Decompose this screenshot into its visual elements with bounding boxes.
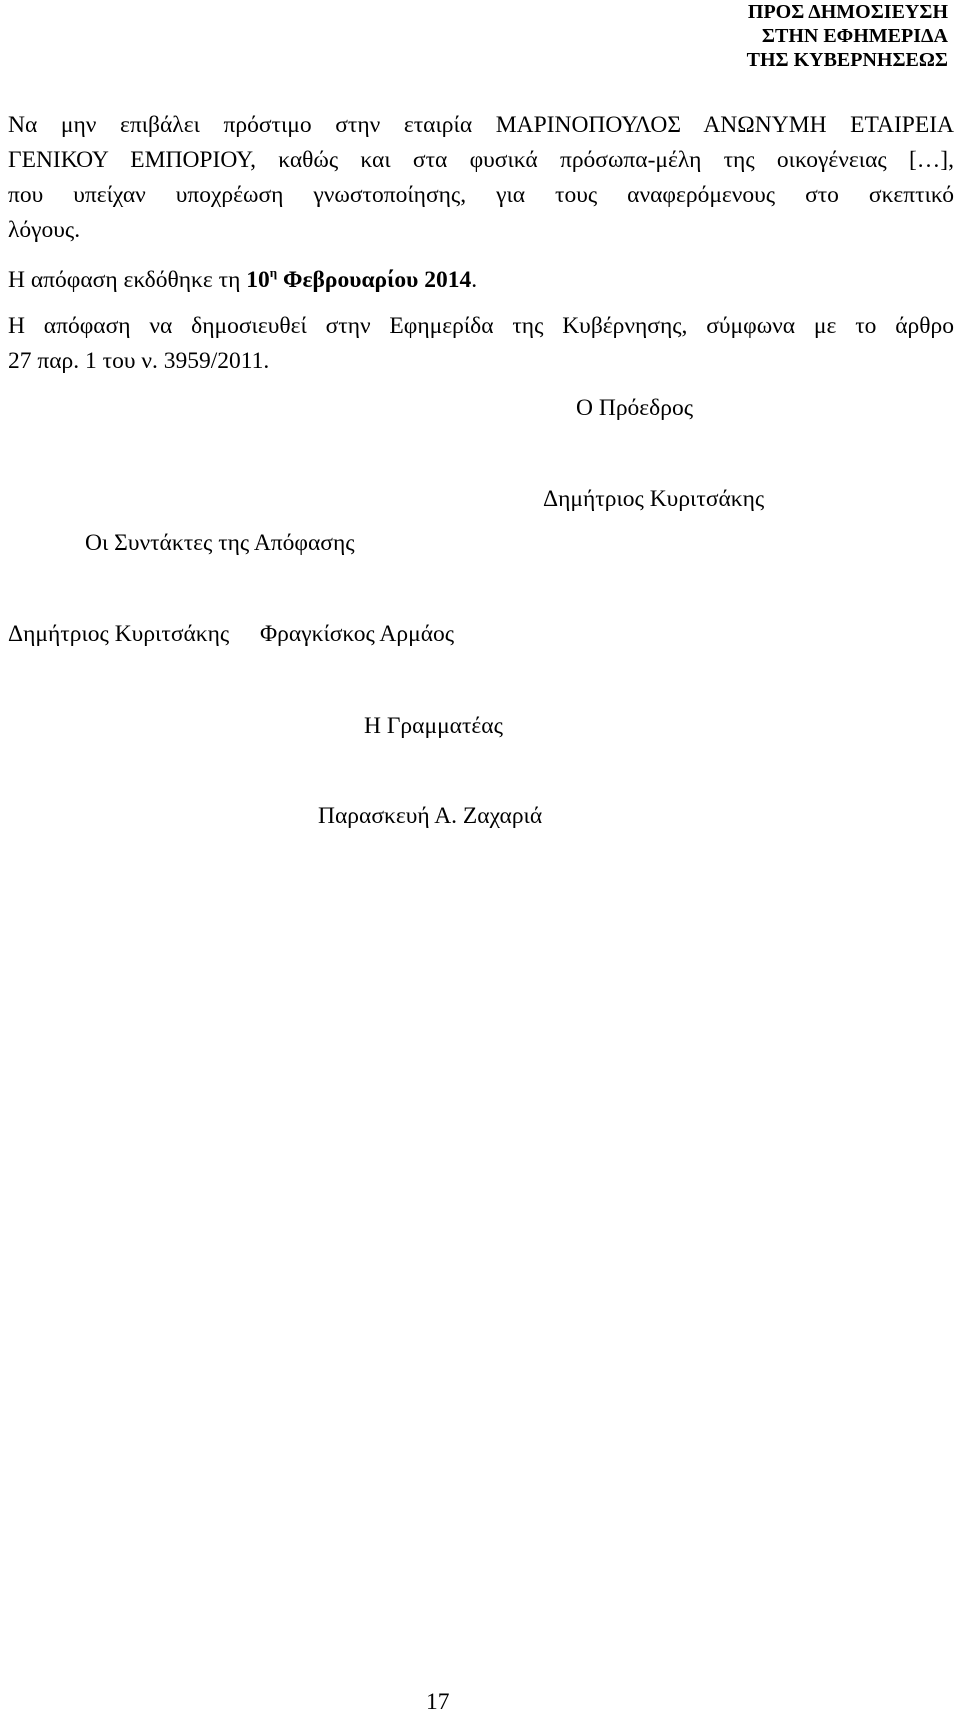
publication-header bbox=[747, 0, 948, 72]
decision-date-paragraph bbox=[8, 265, 477, 294]
date-ordinal: η bbox=[269, 265, 278, 280]
paragraph-1-line-2: ΓΕΝΙΚΟΥ ΕΜΠΟΡΙΟΥ, καθώς και στα φυσικά πρόσωπα-μέλη της οικογένειας […], bbox=[8, 147, 954, 173]
header-line-2: ΣΤΗΝ ΕΦΗΜΕΡΙΔΑ bbox=[761, 25, 948, 47]
paragraph-3-line-2: 27 παρ. 1 του ν. 3959/2011. bbox=[8, 348, 270, 374]
date-rest: Φεβρουαρίου 2014 bbox=[277, 267, 472, 293]
president-name: Δημήτριος Κυριτσάκης bbox=[543, 486, 765, 512]
paragraph-1-line-1: Να μην επιβάλει πρόστιμο στην εταιρία ΜΑΡΙΝΟΠΟΥΛΟΣ ΑΝΩΝΥΜΗ ΕΤΑΙΡΕΙΑ bbox=[8, 112, 954, 138]
secretary-name: Παρασκευή Α. Ζαχαριά bbox=[318, 803, 543, 829]
secretary-title: Η Γραμματέας bbox=[364, 713, 503, 739]
paragraph-3-line-1: Η απόφαση να δημοσιευθεί στην Εφημερίδα της Κυβέρνησης, σύμφωνα με το άρθρο bbox=[8, 313, 954, 339]
paragraph-1-line-3: που υπείχαν υποχρέωση γνωστοποίησης, για τους αναφερόμενους στο σκεπτικό bbox=[8, 182, 954, 208]
drafters-title: Οι Συντάκτες της Απόφασης bbox=[85, 530, 355, 556]
page-number: 17 bbox=[426, 1689, 450, 1715]
paragraph-1-line-4: λόγους. bbox=[8, 217, 81, 243]
date-suffix: . bbox=[471, 267, 478, 293]
date-day: 10 bbox=[246, 267, 270, 293]
drafter-1-name: Δημήτριος Κυριτσάκης bbox=[8, 621, 230, 647]
header-line-3: ΤΗΣ ΚΥΒΕΡΝΗΣΕΩΣ bbox=[746, 49, 948, 71]
drafter-2-name: Φραγκίσκος Αρμάος bbox=[260, 621, 455, 647]
date-prefix: Η απόφαση εκδόθηκε τη bbox=[8, 267, 247, 293]
president-title: Ο Πρόεδρος bbox=[576, 395, 694, 421]
header-line-1: ΠΡΟΣ ΔΗΜΟΣΙΕΥΣΗ bbox=[747, 1, 948, 23]
